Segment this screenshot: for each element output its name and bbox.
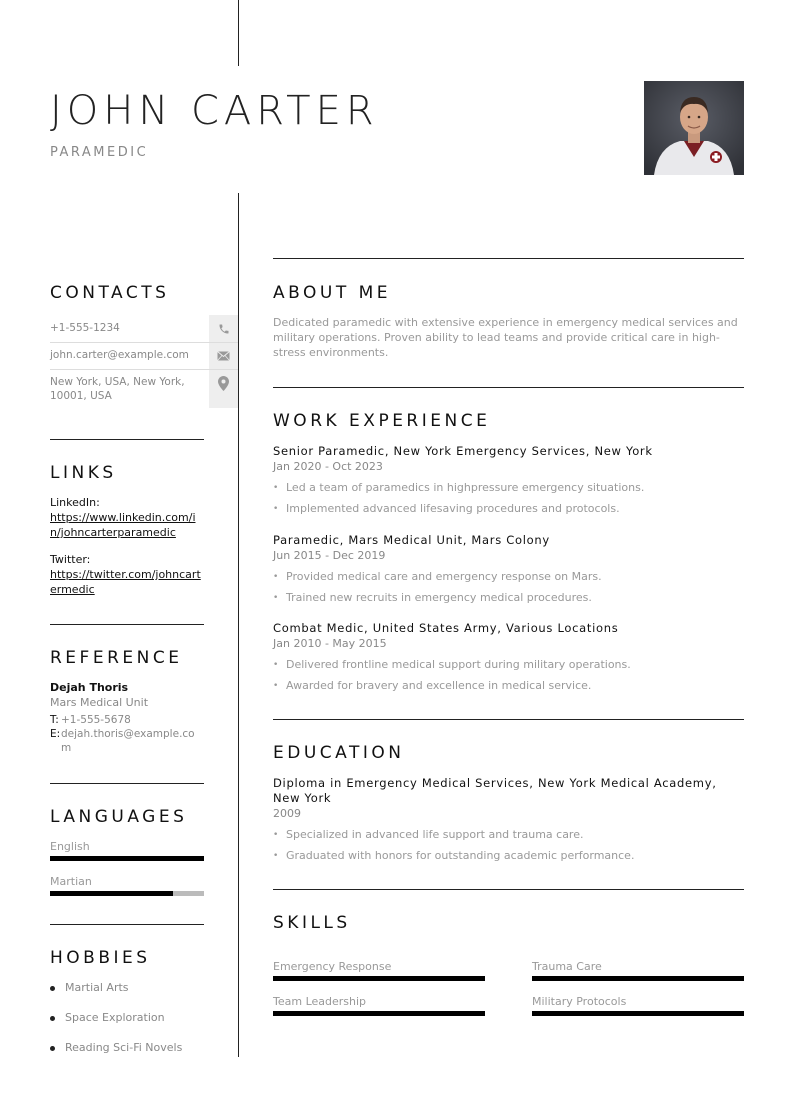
skill-bar <box>532 1011 744 1016</box>
contact-phone-icon-box <box>209 315 238 342</box>
link-linkedin-url[interactable]: https://www.linkedin.com/in/johncarterparamedic <box>50 511 196 539</box>
hobby-label: Reading Sci-Fi Novels <box>65 1041 183 1054</box>
phone-icon <box>218 323 230 335</box>
language-martian-bar <box>50 891 204 896</box>
education-year: 2009 <box>273 807 301 820</box>
divider-work <box>273 387 744 388</box>
divider-languages <box>50 783 204 784</box>
link-linkedin <box>50 496 204 540</box>
job-title: Combat Medic, United States Army, Various Locations <box>273 621 619 635</box>
about-text: Dedicated paramedic with extensive experience in emergency medical services and military operations. Proven ability to lead teams and provide critical care in high-stress environments. <box>273 316 738 359</box>
contacts-heading: CONTACTS <box>50 283 170 303</box>
link-twitter-label: Twitter: <box>50 553 91 566</box>
reference-phone: +1-555-5678 <box>61 714 131 726</box>
job-entry <box>273 533 744 605</box>
profile-photo <box>644 81 744 175</box>
skill-bar <box>532 976 744 981</box>
contact-phone: +1-555-1234 <box>50 322 120 334</box>
skill-item <box>273 995 485 1016</box>
language-martian <box>50 875 204 896</box>
contact-phone-row <box>50 315 238 343</box>
job-dates: Jan 2010 - May 2015 <box>273 637 387 650</box>
work-heading: WORK EXPERIENCE <box>273 411 491 431</box>
hobby-label: Martial Arts <box>65 981 129 994</box>
skill-item <box>532 995 744 1016</box>
education-bullet: • Graduated with honors for outstanding academic performance. <box>273 849 744 863</box>
job-bullet: • Implemented advanced lifesaving procedures and protocols. <box>273 502 744 516</box>
skill-label: Military Protocols <box>532 995 627 1008</box>
divider-education <box>273 719 744 720</box>
job-bullet: • Trained new recruits in emergency medical procedures. <box>273 591 744 605</box>
skill-label: Team Leadership <box>273 995 367 1008</box>
skill-label: Trauma Care <box>532 960 602 973</box>
divider-about <box>273 258 744 259</box>
hobby-item <box>50 981 129 994</box>
envelope-icon <box>217 351 230 361</box>
candidate-title: PARAMEDIC <box>50 145 149 160</box>
languages-heading: LANGUAGES <box>50 807 188 827</box>
contact-address: New York, USA, New York, 10001, USA <box>50 376 185 402</box>
contact-email: john.carter@example.com <box>50 349 189 361</box>
link-twitter-url[interactable]: https://twitter.com/johncartermedic <box>50 568 201 596</box>
job-title: Senior Paramedic, New York Emergency Services, New York <box>273 444 653 458</box>
job-bullet: • Led a team of paramedics in highpressure emergency situations. <box>273 481 744 495</box>
job-title: Paramedic, Mars Medical Unit, Mars Colony <box>273 533 550 547</box>
reference-org: Mars Medical Unit <box>50 696 149 709</box>
reference-email: dejah.thoris@example.com <box>61 728 195 754</box>
reference-email-label: E: <box>50 728 61 740</box>
hobby-item <box>50 1011 165 1024</box>
skill-bar <box>273 1011 485 1016</box>
skill-label: Emergency Response <box>273 960 392 973</box>
education-entry <box>273 776 744 863</box>
language-english-label: English <box>50 840 90 853</box>
reference-name: Dejah Thoris <box>50 681 129 694</box>
language-martian-fill <box>50 891 173 896</box>
contact-email-row <box>50 343 238 370</box>
contact-address-icon-box <box>209 370 238 408</box>
links-heading: LINKS <box>50 463 117 483</box>
candidate-name: JOHN CARTER <box>50 88 379 134</box>
skill-item <box>532 960 744 981</box>
divider-links <box>50 439 204 440</box>
divider-top <box>238 0 239 66</box>
language-english-fill <box>50 856 204 861</box>
link-linkedin-label: LinkedIn: <box>50 496 100 509</box>
job-dates: Jun 2015 - Dec 2019 <box>273 549 386 562</box>
job-bullet: • Provided medical care and emergency response on Mars. <box>273 570 744 584</box>
skills-heading: SKILLS <box>273 913 351 933</box>
hobby-label: Space Exploration <box>65 1011 165 1024</box>
divider-main <box>238 193 239 1057</box>
education-heading: EDUCATION <box>273 743 405 763</box>
reference-heading: REFERENCE <box>50 648 183 668</box>
reference-email-line <box>50 727 204 755</box>
job-bullet: • Delivered frontline medical support during military operations. <box>273 658 744 672</box>
job-entry <box>273 444 744 516</box>
divider-hobbies <box>50 924 204 925</box>
job-dates: Jan 2020 - Oct 2023 <box>273 460 383 473</box>
divider-reference <box>50 624 204 625</box>
job-entry <box>273 621 744 693</box>
language-english-bar <box>50 856 204 861</box>
link-twitter <box>50 553 204 597</box>
person-photo-icon <box>644 81 744 175</box>
hobby-item <box>50 1041 182 1054</box>
about-heading: ABOUT ME <box>273 283 392 303</box>
education-title: Diploma in Emergency Medical Services, New York Medical Academy, New York <box>273 776 717 805</box>
contact-address-row <box>50 370 238 408</box>
reference-phone-line <box>50 713 204 727</box>
contact-email-icon-box <box>209 343 238 369</box>
location-pin-icon <box>218 376 229 391</box>
divider-skills <box>273 889 744 890</box>
education-bullet: • Specialized in advanced life support and trauma care. <box>273 828 744 842</box>
job-bullet: • Awarded for bravery and excellence in medical service. <box>273 679 744 693</box>
language-english <box>50 840 204 861</box>
skill-bar <box>273 976 485 981</box>
hobbies-heading: HOBBIES <box>50 948 151 968</box>
skill-item <box>273 960 485 981</box>
reference-block <box>50 681 204 755</box>
reference-phone-label: T: <box>50 714 59 726</box>
language-martian-label: Martian <box>50 875 92 888</box>
